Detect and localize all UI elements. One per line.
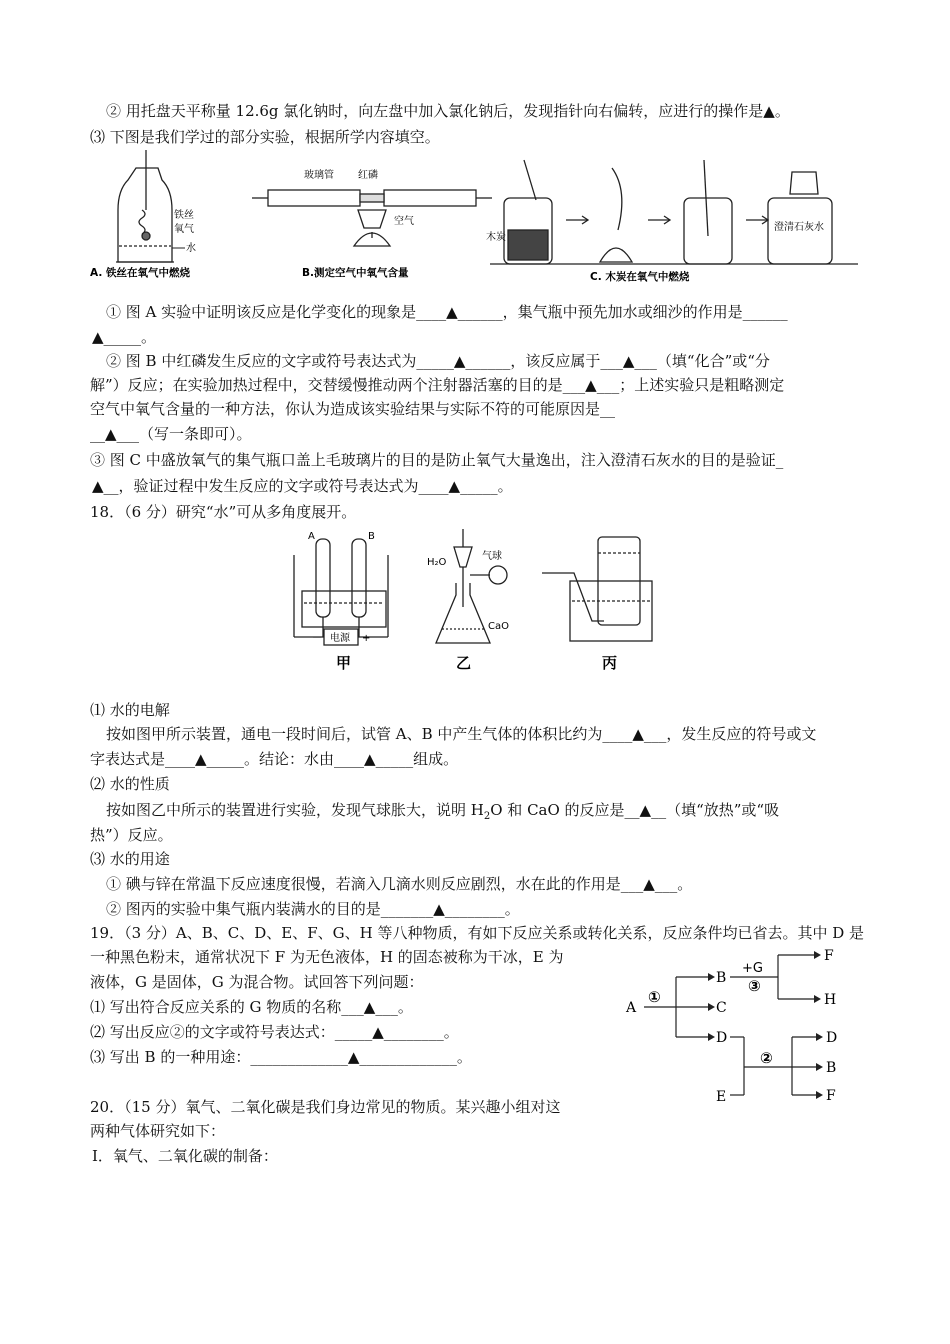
question-line: ⑶ 下图是我们学过的部分实验，根据所学内容填空。 [90,128,440,146]
node-e: E [716,1089,727,1105]
question-line: 空气中氧气含量的一种方法，你认为造成该实验结果与实际不符的可能原因是__ [90,400,616,418]
reaction-1-marker: ① [648,988,661,1006]
reactant-plus-g: +G [742,961,763,976]
question-line: __▲___（写一条即可）。 [90,425,252,443]
question-line: ② 图丙的实验中集气瓶内装满水的目的是_______▲________。 [106,900,520,918]
question-18-heading: 18．（6 分）研究“水”可从多角度展开。 [90,503,357,521]
label-charcoal: 木炭 [486,232,506,243]
question-line: ▲_____。 [92,328,157,346]
label-iron-wire: 铁丝 [174,210,194,221]
label-tube-a: A [308,531,315,542]
figure-jia-electrolysis [294,539,388,645]
node-b-product: B [826,1060,837,1076]
label-balloon: 气球 [482,551,502,562]
question-line: ⑴ 写出符合反应关系的 G 物质的名称___▲___。 [90,998,413,1016]
label-tube-b: B [368,531,375,542]
question-line [106,800,779,827]
label-yi: 乙 [456,654,472,672]
node-d-product: D [826,1030,838,1046]
node-c: C [716,1000,727,1016]
label-oxygen: 氧气 [174,224,194,235]
text-part: O 和 CaO 的反应是__▲__（填“放热”或“吸 [490,801,780,819]
question-line: ③ 图 C 中盛放氧气的集气瓶口盖上毛玻璃片的目的是防止氧气大量逸出，注入澄清石灰水的目的是验证_ [90,451,784,469]
figure-b-apparatus [252,190,492,246]
label-red-phosphorus: 红磷 [358,170,378,181]
label-power-supply: 电源 [330,633,350,644]
caption-c: C. 木炭在氧气中燃烧 [590,271,690,283]
text-part: 按如图乙中所示的装置进行实验，发现气球胀大，说明 H [106,801,484,819]
label-bing: 丙 [602,654,618,672]
figure-c-sequence [490,160,858,264]
label-limewater: 澄清石灰水 [774,222,824,233]
reaction-3-marker: ③ [748,977,761,995]
question-line: ▲__，验证过程中发生反应的文字或符号表达式为____▲_____。 [92,477,513,495]
relation-diagram [620,945,850,1110]
subsection-heading: ⑵ 水的性质 [90,775,170,793]
label-jia: 甲 [336,654,352,672]
node-a: A [626,1000,637,1016]
caption-b: B.测定空气中氧气含量 [302,267,409,279]
relation-lines [644,955,816,1095]
question-line: 解”）反应；在实验加热过程中，交替缓慢推动两个注射器活塞的目的是___▲___；上述实验只是粗略测定 [90,376,785,394]
node-f: F [824,948,834,964]
caption-a: A. 铁丝在氧气中燃烧 [90,267,190,279]
question-line: ① 图 A 实验中证明该反应是化学变化的现象是____▲______，集气瓶中预先加水或细沙的作用是______ [106,303,788,321]
figure-a-jar [116,150,174,262]
node-b: B [716,970,727,986]
question-line: 两种气体研究如下： [90,1122,226,1140]
label-minus: － [312,633,322,644]
figure-bing-collection [542,537,652,641]
node-f-product: F [826,1088,836,1104]
label-cao: CaO [488,621,509,632]
question-20-heading: 20．（15 分）氧气、二氧化碳是我们身边常见的物质。某兴趣小组对这 [90,1098,561,1116]
question-line: ① 碘与锌在常温下反应速度很慢，若滴入几滴水则反应剧烈，水在此的作用是___▲___。 [106,875,693,893]
label-water: 水 [186,243,196,254]
subsection-heading: Ⅰ．氧气、二氧化碳的制备： [92,1147,278,1165]
question-line: 一种黑色粉末，通常状况下 F 为无色液体，H 的固态被称为干冰，E 为 [90,948,564,966]
subsection-heading: ⑴ 水的电解 [90,701,170,719]
subscript: 2 [483,811,491,822]
question-line: ② 图 B 中红磷发生反应的文字或符号表达式为_____▲______，该反应属于___▲___（填“化合”或“分 [106,352,770,370]
experiment-figure-abc [88,150,860,290]
label-air: 空气 [394,216,414,227]
question-19-heading: 19．（3 分）A、B、C、D、E、F、G、H 等八种物质，有如下反应关系或转化关系，反应条件均已省去。其中 D 是 [90,924,865,942]
question-line: ⑵ 写出反应②的文字或符号表达式：_____▲________。 [90,1023,459,1041]
question-line: 按如图甲所示装置，通电一段时间后，试管 A、B 中产生气体的体积比约为____▲___，发生反应的符号或文 [106,725,817,743]
label-plus: + [362,633,371,644]
question-line: 字表达式是____▲_____。结论：水由____▲_____组成。 [90,750,459,768]
node-d: D [716,1030,728,1046]
label-h2o: H₂O [427,557,447,568]
question-line: ② 用托盘天平称量 12.6g 氯化钠时，向左盘中加入氯化钠后，发现指针向右偏转，应进行的操作是▲。 [106,102,790,120]
question-line: ⑶ 写出 B 的一种用途：_____________▲_____________。 [90,1048,472,1066]
subsection-heading: ⑶ 水的用途 [90,850,170,868]
question-line: 热”）反应。 [90,826,173,844]
node-h: H [824,992,837,1008]
water-figure [292,525,658,675]
question-line: 液体，G 是固体，G 为混合物。试回答下列问题： [90,973,424,991]
reaction-2-marker: ② [760,1049,773,1067]
label-glass-tube: 玻璃管 [304,170,334,181]
